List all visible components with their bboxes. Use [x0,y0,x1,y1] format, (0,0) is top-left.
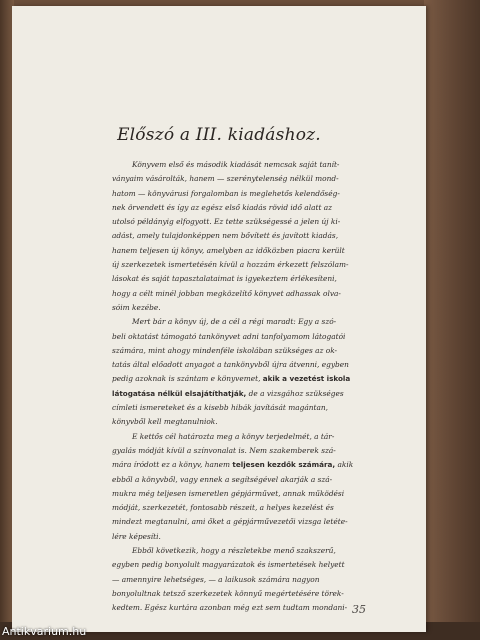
text-line: hatom — könyvárusi forgalomban is meglehetős kelendőség- [112,188,340,198]
text-line: könyvből kell megtanulniok. [112,417,218,427]
text-line: utolsó példányig elfogyott. Ez tette szükségessé a jelen új ki- [112,217,341,227]
text-run: pedig azoknak is szántam e könyvemet, [112,374,263,384]
text-line: sóim kezébe. [112,302,161,312]
text-line: ebből a könyvből, vagy ennek a segítségével akarják a szá- [112,474,333,484]
text-line: hanem teljesen új könyv, amelyben az időközben piacra került [112,245,345,255]
text-line: Mert bár a könyv új, de a cél a régi maradt: Egy a szó- [132,317,337,327]
text-line: nek örvendett és így az egész első kiadás rövid idő alatt az [112,202,333,212]
emphasis-text: akik a vezetést iskola [262,374,351,384]
text-run: akik [335,460,354,470]
text-run: mára íródott ez a könyv, hanem [112,460,233,470]
watermark: Antikvarium.hu [2,625,87,638]
text-line: ványaim vásárolták, hanem — szerénytelenség nélkül mond- [112,174,339,184]
page-number: 35 [352,603,366,616]
book-page [12,6,426,632]
text-line: egyben pedig bonyolult magyarázatok és ismertetések helyett [112,560,345,570]
text-line: bonyolultnak tetsző szerkezetek könnyű megértetésére törek- [112,588,344,598]
text-line: Ebből következik, hogy a részletekbe menő szakszerű, [132,546,336,556]
text-line: kedtem. Egész kurtára azonban még ezt sem tudtam mondani- [112,603,348,613]
text-line: beli oktatást támogató tankönyvet adni tanfolyamom látogatói [112,331,346,341]
text-line: új szerkezetek ismertetésén kívül a hozzám érkezett felszólam- [112,260,349,270]
text-line: mindezt megtanulni, ami őket a gépjárművezetői vizsga letéte- [112,517,348,527]
text-line: E kettős cél határozta meg a könyv terjedelmét, a tár- [132,431,335,441]
background-wood [424,0,480,640]
body-text [112,158,396,616]
text-line: gyalás módját kívül a színvonalat is. Nem szakemberek szá- [112,445,336,455]
text-line: — amennyire lehetséges, — a laikusok számára nagyon [112,574,320,584]
emphasis-text: látogatása nélkül elsajátíthatják, [112,388,247,398]
text-line: lásokat és saját tapasztalataimat is igyekeztem érlékesíteni, [112,274,337,284]
text-line: módját, szerkezetét, fontosabb részeit, a helyes kezelést és [112,503,334,513]
text-line-with-emphasis [112,387,396,401]
text-line: mukra még teljesen ismeretlen gépjárművet, annak működési [112,488,345,498]
emphasis-text: teljesen kezdők számára, [232,460,336,470]
text-line-with-emphasis [112,372,396,386]
text-line: címleti ismereteket és a kisebb hibák javítását magántan, [112,403,328,413]
page-title: Előszó a III. kiadáshoz. [117,125,321,145]
text-line: számára, mint ahogy mindenféle iskolában szükséges az ok- [112,345,338,355]
text-line-with-emphasis [112,458,396,472]
text-run: de a vizsgához szükséges [246,388,344,398]
text-line: adást, amely tulajdonképpen nem bővített és javított kiadás, [112,231,339,241]
text-line: hogy a célt minél jobban megközelítő könyvet adhassak olva- [112,288,341,298]
text-line: Könyvem első és második kiadását nemcsak saját tanít- [132,160,340,169]
text-line: tatás által előadott anyagot a tankönyvből újra átvenni, egyben [112,360,349,370]
text-line: lére képesíti. [112,531,161,541]
